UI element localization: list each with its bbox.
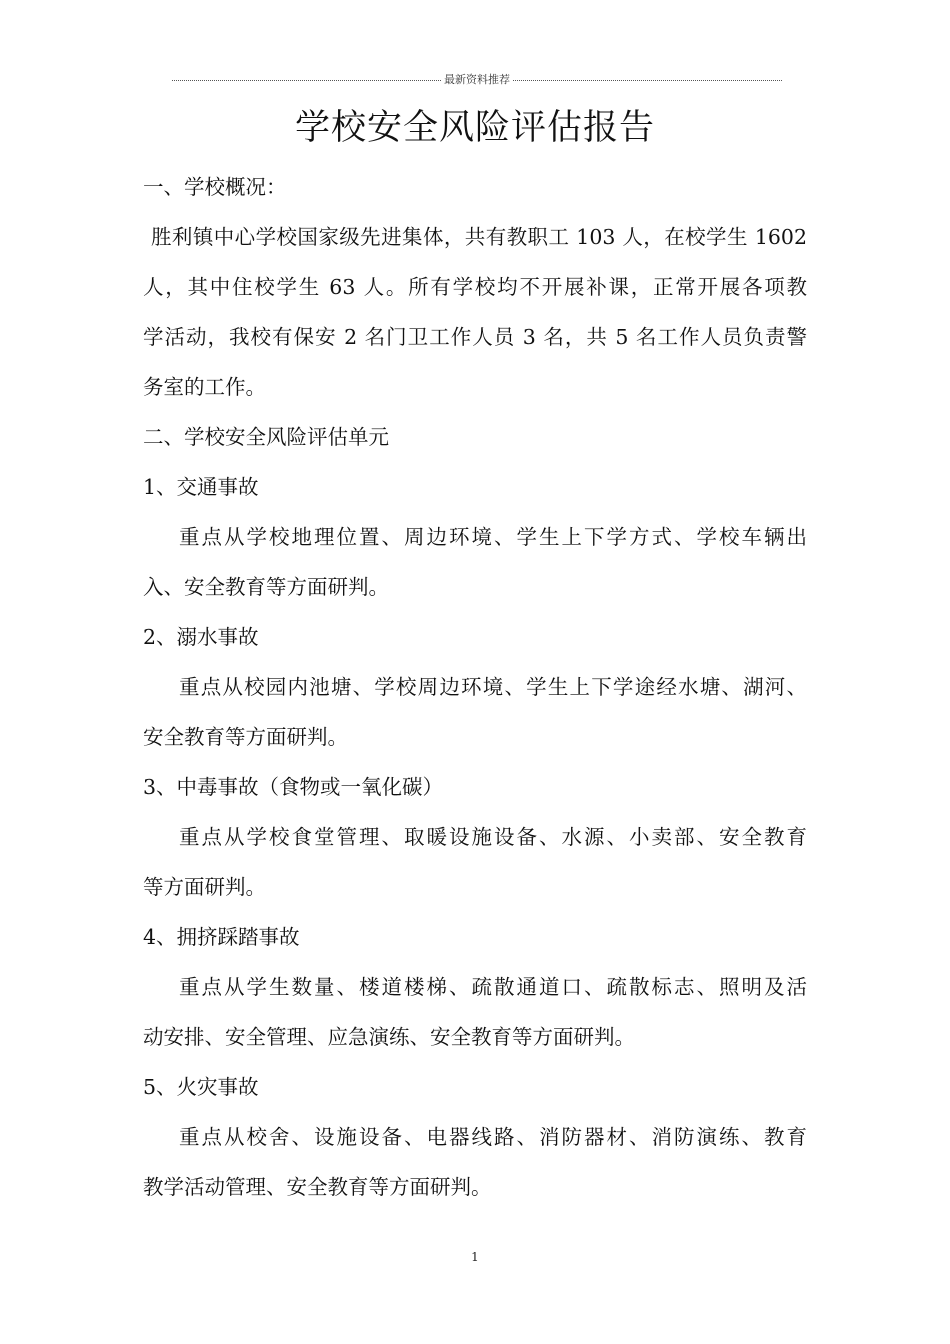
paragraph-line: 教学活动管理、安全教育等方面研判。 <box>143 1175 492 1199</box>
paragraph-line: 安全教育等方面研判。 <box>143 725 348 749</box>
item-2-heading: 2、溺水事故 <box>143 625 259 649</box>
paragraph-line: 人，其中住校学生 63 人。所有学校均不开展补课，正常开展各项教 <box>143 275 807 299</box>
item-1-heading: 1、交通事故 <box>143 475 259 499</box>
paragraph-line: 重点从校舍、设施设备、电器线路、消防器材、消防演练、教育 <box>179 1125 807 1149</box>
document-body <box>143 162 807 1212</box>
section-2-heading: 二、学校安全风险评估单元 <box>143 425 389 449</box>
item-4-heading: 4、拥挤踩踏事故 <box>143 925 300 949</box>
page-header <box>172 70 782 88</box>
document-title: 学校安全风险评估报告 <box>294 108 655 148</box>
header-dotted-rule-left <box>172 80 441 81</box>
header-text: 最新资料推荐 <box>444 73 510 86</box>
page-number: 1 <box>471 1250 479 1264</box>
paragraph-line: 重点从学校食堂管理、取暖设施设备、水源、小卖部、安全教育 <box>179 825 807 849</box>
paragraph-line: 动安排、安全管理、应急演练、安全教育等方面研判。 <box>143 1025 635 1049</box>
paragraph-line: 胜利镇中心学校国家级先进集体，共有教职工 103 人，在校学生 1602 <box>151 225 807 249</box>
section-1-heading: 一、学校概况： <box>143 175 287 199</box>
paragraph-line: 学活动，我校有保安 2 名门卫工作人员 3 名，共 5 名工作人员负责警 <box>143 325 807 349</box>
paragraph-line: 重点从学校地理位置、周边环境、学生上下学方式、学校车辆出 <box>179 525 807 549</box>
paragraph-line: 重点从校园内池塘、学校周边环境、学生上下学途经水塘、湖河、 <box>179 675 807 699</box>
paragraph-line: 入、安全教育等方面研判。 <box>143 575 389 599</box>
paragraph-line: 务室的工作。 <box>143 375 266 399</box>
paragraph-line: 重点从学生数量、楼道楼梯、疏散通道口、疏散标志、照明及活 <box>179 975 807 999</box>
item-5-heading: 5、火灾事故 <box>143 1075 259 1099</box>
header-dotted-rule-right <box>513 80 782 81</box>
item-3-heading: 3、中毒事故（食物或一氧化碳） <box>143 775 444 799</box>
paragraph-line: 等方面研判。 <box>143 875 266 899</box>
